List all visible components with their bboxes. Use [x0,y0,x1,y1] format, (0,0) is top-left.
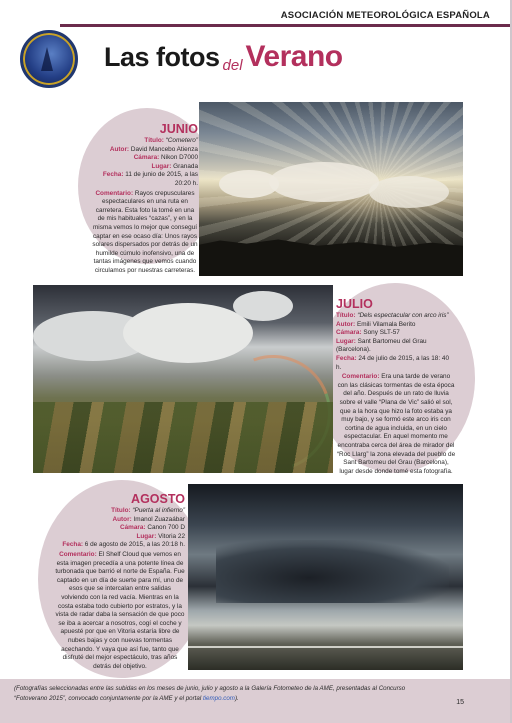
cloud [233,291,293,321]
page-number: 15 [456,699,464,706]
june-title-line: Título: “Cometero” [144,137,198,144]
page-title [104,40,343,74]
fence [188,646,463,648]
june-author-line: Autor: David Mancebo Atienza [109,145,198,153]
august-photo [188,484,463,670]
tiempo-link[interactable]: tiempo.com [202,695,235,702]
august-author-line: Autor: Imanol Zuazaábar [112,515,185,523]
june-month: JUNIO [159,122,198,136]
june-date-line: Fecha: 11 de junio de 2015, a las 20:20 h. [102,171,198,187]
ame-logo [20,30,78,88]
july-caption [336,297,456,476]
july-month: JULIO [336,297,373,311]
august-caption [55,492,185,671]
july-photo [33,285,333,473]
august-month: AGOSTO [131,492,185,506]
june-photo [199,102,463,276]
august-place-line: Lugar: Vitoria 22 [136,532,185,540]
july-comment: Comentario: Era una tarde de verano con las clásicas tormentas de esta época del año. Después de un rato de lluvia sobre el valle “Plana de Vic” salió el sol, que a la hora que hizo la foto estaba ya muy bajo, y se formó este arco iris con cortina de agua incluida, en un cielo espectacular. En aquel momento me encontraba cerca del área de mirador del “Roc Llarg” la zona elevada del pueblo de Sant Bartomeu del Grau (Barcelona), lugar desde donde tomé esta fotografía. [336,373,456,475]
title-part-3: Verano [245,40,343,73]
june-comment: Comentario: Rayos crepusculares espectaculares en una ruta en carretera. Esta foto la tomé en una de mis habituales “cazas”, y en la misma vemos lo mejor que conseguí captar en ese ocaso día: Unos rayos solares dispersados por detrás de un humilde cúmulo inofensivo, una de tantas imágenes que vemos cuando circulamos por nuestras carreteras. [92,189,198,274]
june-place-line: Lugar: Granada [151,162,198,170]
header-rule [60,24,510,27]
logo-emblem-icon [41,47,53,71]
august-title-line: Título: “Puerta al infierno” [111,507,185,514]
footer-band [0,679,510,723]
organization-header: ASOCIACIÓN METEOROLÓGICA ESPAÑOLA [280,10,490,21]
footer-note: (Fotografías seleccionadas entre las subidas en los meses de junio, julio y agosto a la Galería Fotometeo de la AME, presentadas al Concurso “Fotoverano 2015”, convocado conjuntamente por la AME y el portal tiempo.com). [14,685,406,702]
cloud [123,303,253,363]
cloud [369,176,449,208]
july-title-line: Título: “Dels espectacular con arco iris” [336,312,449,319]
july-date-line: Fecha: 24 de julio de 2015, a las 18: 40 h. [336,354,449,371]
july-author-line: Autor: Emili Vilamala Berito [336,320,416,328]
august-camera-line: Cámara: Canon 700 D [119,524,185,532]
august-comment: Comentario: El Shelf Cloud que vemos en esta imagen precedía a una potente línea de turbonada que barrió el norte de España. Fue captado en un día de suerte para mí, uno de esos que se intercalan entre salidas volviendo con la red vacía. Mientras en la costa estaba todo cubierto por estratos, y la vista de radar daba la sensación de que poco se iba a acercar a nosotros, cogí el coche y apuesté por que en Vitoria estaría libre de nubes bajas y con nuevas tormentas acechando. Y vaya que así fue, tanto que disfruté del mejor espectáculo, tras años detrás del objetivo. [55,550,185,670]
shelf-cloud [216,540,450,603]
title-part-2: del [222,57,243,74]
august-date-line: Fecha: 6 de agosto de 2015, a las 20:18 h. [62,541,185,549]
july-place-line: Lugar: Sant Bartomeu del Grau (Barcelona). [336,337,427,354]
july-camera-line: Cámara: Sony SLT-57 [336,329,400,337]
june-caption [92,122,198,276]
fields [33,402,333,473]
cloud [269,162,379,202]
title-part-1: Las fotos [104,42,220,72]
june-camera-line: Cámara: Nikon D7000 [133,154,198,162]
